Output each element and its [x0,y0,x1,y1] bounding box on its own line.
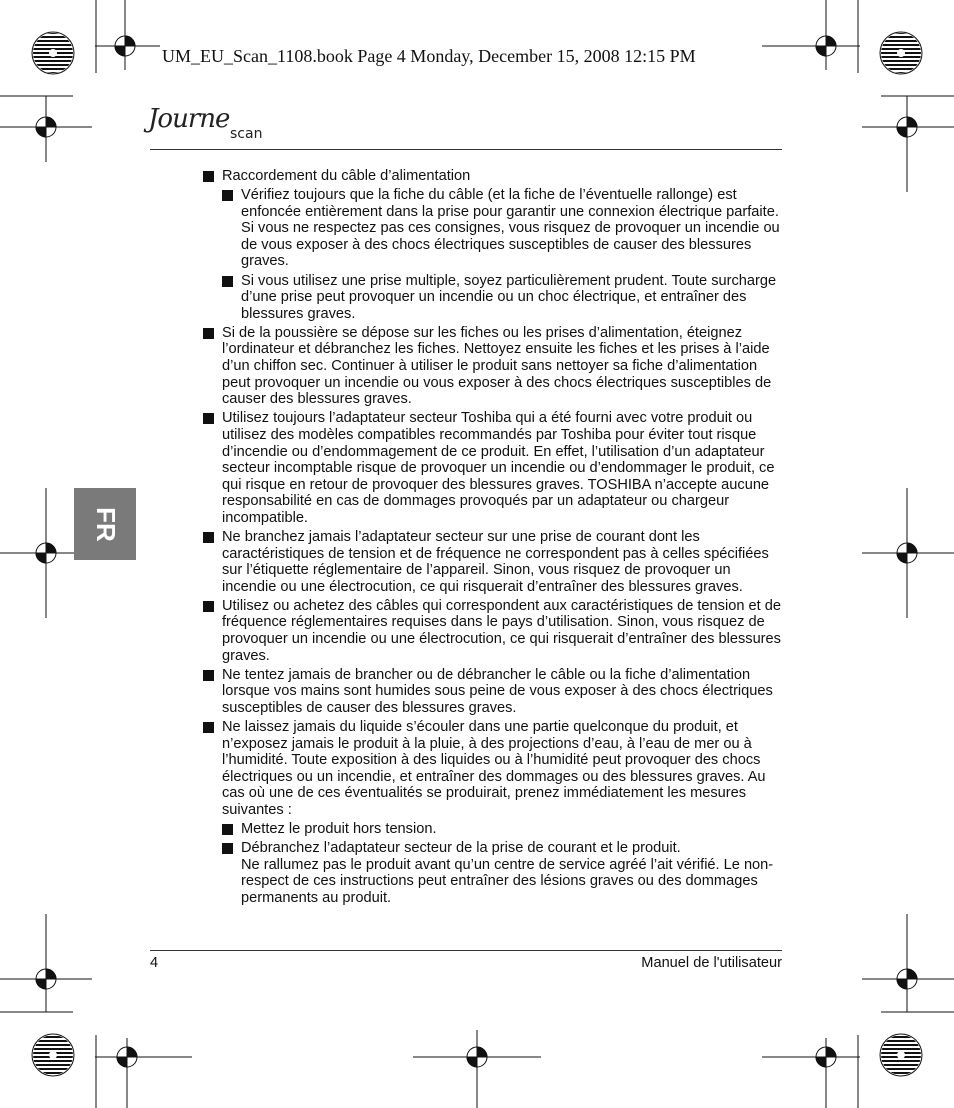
sub-bullet-item [222,187,787,270]
journe-scan-logo [146,104,276,150]
logo-sub: scan [230,126,263,142]
crosshair-mark [762,1038,860,1108]
bullet-text: Si de la poussière se dépose sur les fiches ou les prises d’alimentation, éteignez l’ordinateur et débranchez les fiches. Nettoyez ensuite les fiches et les prises à l’aide d’un chiffon sec. Continuer à utiliser le produit sans nettoyer sa fiche d’alimentation peut provoquer un incendie ou vous exposer à des chocs électriques susceptibles de causer des blessures graves. [222,324,772,408]
logo-script: Journe [148,104,230,134]
sub-bullet-text: Vérifiez toujours que la fiche du câble (et la fiche de l’éventuelle rallonge) est enfoncée entièrement dans la prise pour garantir une connexion électrique parfaite. Si vous ne respectez pas ces consignes, vous risquez de provoquer un incendie ou de vous exposer à des chocs électriques susceptibles de causer des blessures graves. [241,187,780,270]
starburst-mark-bottom-left [32,1034,74,1076]
sub-bullet-text: Si vous utilisez une prise multiple, soyez particulièrement prudent. Toute surcharge d’une prise peut provoquer un incendie ou un choc électrique, et entraîner des blessures graves. [241,272,777,322]
bullet-square-icon [203,171,214,182]
bullet-square-icon [203,328,214,339]
bullet-text: Utilisez toujours l’adaptateur secteur Toshiba qui a été fourni avec votre produit ou utilisez des modèles compatibles recommandés par Toshiba pour éviter tout risque d’incendie ou d’endommagement de ce produit. En effet, l’utilisation d’un adaptateur secteur incomptable risque de provoquer un incendie ou d’endommager le produit, ce qui risque en retour de provoquer des blessures graves. TOSHIBA n’accepte aucune responsabilité en cas de dommages provoqués par un adaptateur ou chargeur incompatible. [222,410,775,526]
bullet-text: Ne branchez jamais l’adaptateur secteur sur une prise de courant dont les caractéristiques de tension et de fréquence ne correspondent pas à celles spécifiées sur l’étiquette réglementaire de l’appareil. Sinon, vous risquez de provoquer un incendie ou une électrocution, ce qui risquerait d’entraîner des blessures graves. [222,528,769,595]
bullet-item [203,598,787,664]
bullet-square-icon [203,532,214,543]
crosshair-mark [0,96,92,162]
language-tab-label: FR [90,506,121,542]
bullet-square-icon [222,843,233,854]
bullet-square-icon [203,413,214,424]
sub-bullet-text: Mettez le produit hors tension. [241,821,437,838]
bullet-square-icon [203,722,214,733]
bullet-item [203,325,787,408]
bullet-item [203,667,787,717]
header-rule [150,149,782,150]
bullet-square-icon [203,670,214,681]
footer-rule [150,950,782,951]
safety-instructions [203,168,787,909]
crosshair-mark [95,1038,192,1108]
sub-bullet-item [222,273,787,323]
bullet-text: Ne tentez jamais de brancher ou de débrancher le câble ou la fiche d’alimentation lorsque vos mains sont humides sous peine de vous exposer à des chocs électriques susceptibles de causer des blessures graves. [222,666,773,716]
bullet-square-icon [203,601,214,612]
print-header: UM_EU_Scan_1108.book Page 4 Monday, December 15, 2008 12:15 PM [162,46,696,66]
page-number: 4 [150,955,159,971]
sub-bullet-text: Débranchez l’adaptateur secteur de la prise de courant et le produit. Ne rallumez pas le produit avant qu’un centre de service agréé l’ait vérifié. Le non-respect de ces instructions peut entraîner des lésions graves ou des dommages permanents au produit. [241,840,774,906]
language-tab [74,488,136,560]
crosshair-mark [95,0,160,70]
starburst-mark-top-left [32,32,74,74]
bullet-text: Ne laissez jamais du liquide s’écouler dans une partie quelconque du produit, et n’exposez jamais le produit à la pluie, à des projections d’eau, à l’eau de mer ou à l’humidité. Toute exposition à des liquides ou à l’humidité peut provoquer des chocs électriques ou un incendie, et entraîner des dommages ou des blessures graves. Au cas où une de ces éventualités se produirait, prenez immédiatement les mesures suivantes : [222,719,766,818]
crosshair-mark [413,1030,541,1108]
crosshair-mark [0,914,92,1012]
bullet-square-icon [222,824,233,835]
bullet-square-icon [222,190,233,201]
bullet-item [203,719,787,907]
footer-title: Manuel de l'utilisateur [641,955,782,971]
bullet-square-icon [222,276,233,287]
crosshair-mark [862,488,954,618]
bullet-text: Utilisez ou achetez des câbles qui correspondent aux caractéristiques de tension et de fréquence réglementaires requises dans le pays d’utilisation. Sinon, vous risquez de provoquer un incendie ou une électrocution, ce qui risquerait d’entraîner des blessures graves. [222,597,781,664]
sub-bullet-item [222,821,787,838]
crosshair-mark [762,0,860,70]
starburst-mark-bottom-right [880,1034,922,1076]
bullet-item [203,410,787,526]
sub-bullet-item [222,840,787,906]
bullet-text: Raccordement du câble d’alimentation [222,168,471,184]
crosshair-mark [862,914,954,1012]
starburst-mark-top-right [880,32,922,74]
crosshair-mark [862,96,954,192]
bullet-item [203,168,787,322]
bullet-item [203,529,787,595]
